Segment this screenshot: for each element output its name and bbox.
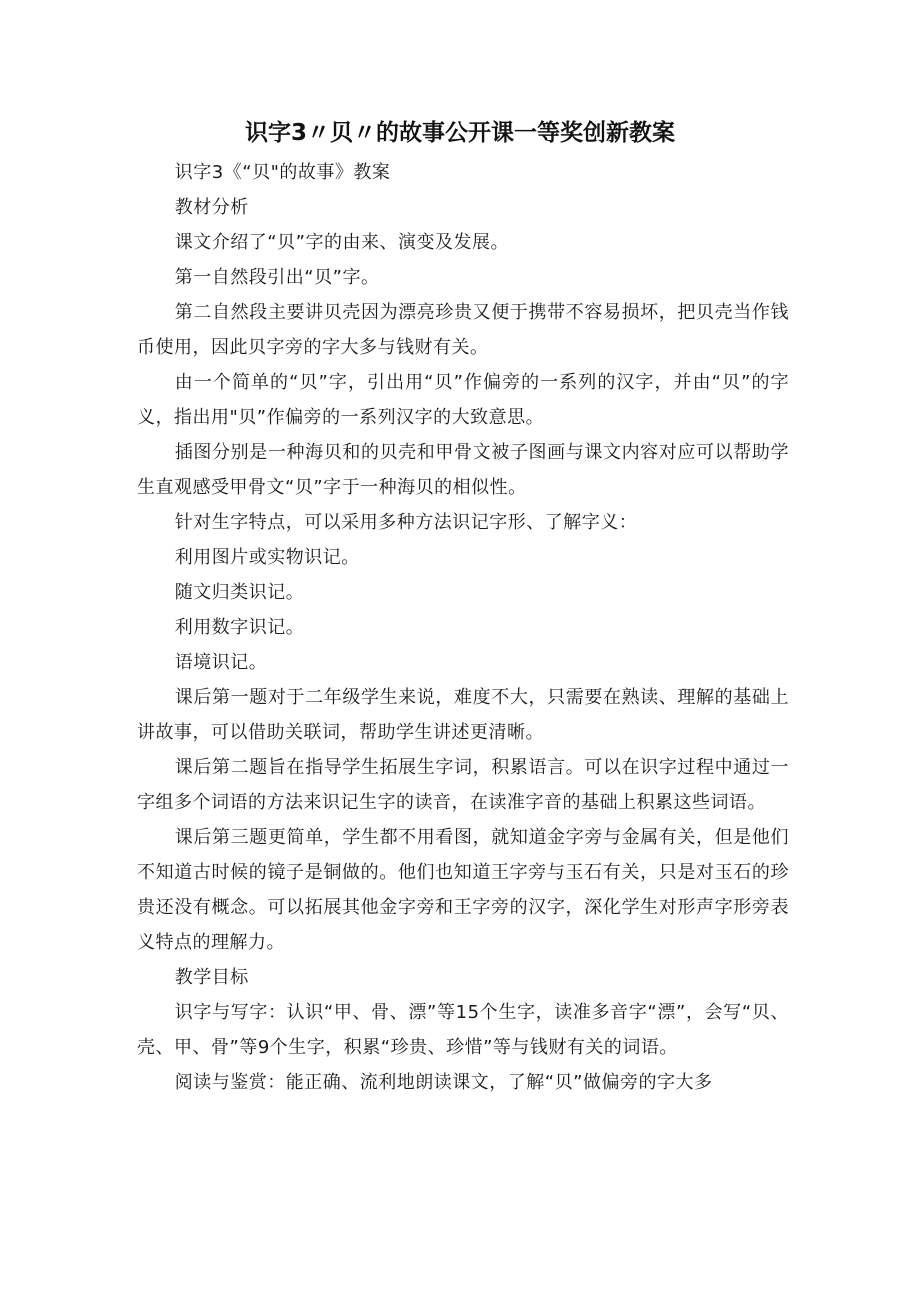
paragraph: 教材分析 [174, 197, 249, 218]
paragraph: 第二自然段主要讲贝壳因为漂亮珍贵又便于携带不容易损坏，把贝壳当作钱币使用，因此贝字旁的字大多与钱财有关。 [137, 302, 789, 358]
paragraph: 教学目标 [174, 967, 249, 988]
paragraph: 针对生字特点，可以采用多种方法识记字形、了解字义： [174, 512, 638, 533]
paragraph: 课后第一题对于二年级学生来说，难度不大，只需要在熟读、理解的基础上讲故事，可以借助关联词，帮助学生讲述更清晰。 [137, 687, 789, 743]
paragraph: 利用数字识记。 [174, 617, 305, 638]
paragraph: 插图分别是一种海贝和的贝壳和甲骨文被子图画与课文内容对应可以帮助学生直观感受甲骨文“贝”字于一种海贝的相似性。 [137, 442, 789, 498]
paragraph: 语境识记。 [174, 652, 268, 673]
document-title: 识字3〃贝〃的故事公开课一等奖创新教案 [244, 120, 675, 146]
paragraph: 识字与写字：认识“甲、骨、漂”等15个生字，读准多音字“漂”，会写“贝、壳、甲、骨”等9个生字，积累“珍贵、珍惜”等与钱财有关的词语。 [137, 1002, 789, 1058]
paragraph: 课后第三题更简单，学生都不用看图，就知道金字旁与金属有关，但是他们不知道古时候的镜子是铜做的。他们也知道王字旁与玉石有关，只是对玉石的珍贵还没有概念。可以拓展其他金字旁和王字旁的汉字，深化学生对形声字形旁表义特点的理解力。 [137, 827, 789, 953]
paragraph: 利用图片或实物识记。 [174, 547, 360, 568]
paragraph: 第一自然段引出“贝”字。 [174, 267, 380, 288]
paragraph: 阅读与鉴赏：能正确、流利地朗读课文，了解“贝”做偏旁的字大多 [174, 1072, 713, 1093]
paragraph: 随文归类识记。 [174, 582, 305, 603]
paragraph: 课文介绍了“贝”字的由来、演变及发展。 [174, 232, 509, 253]
document-body [137, 155, 789, 1100]
paragraph: 由一个简单的“贝”字，引出用“贝”作偏旁的一系列的汉字，并由“贝”的字义，指出用"贝”作偏旁的一系列汉字的大致意思。 [137, 372, 789, 428]
paragraph: 课后第二题旨在指导学生拓展生字词，积累语言。可以在识字过程中通过一字组多个词语的方法来识记生字的读音，在读准字音的基础上积累这些词语。 [137, 757, 789, 813]
paragraph: 识字3《“贝"的故事》教案 [174, 162, 391, 183]
